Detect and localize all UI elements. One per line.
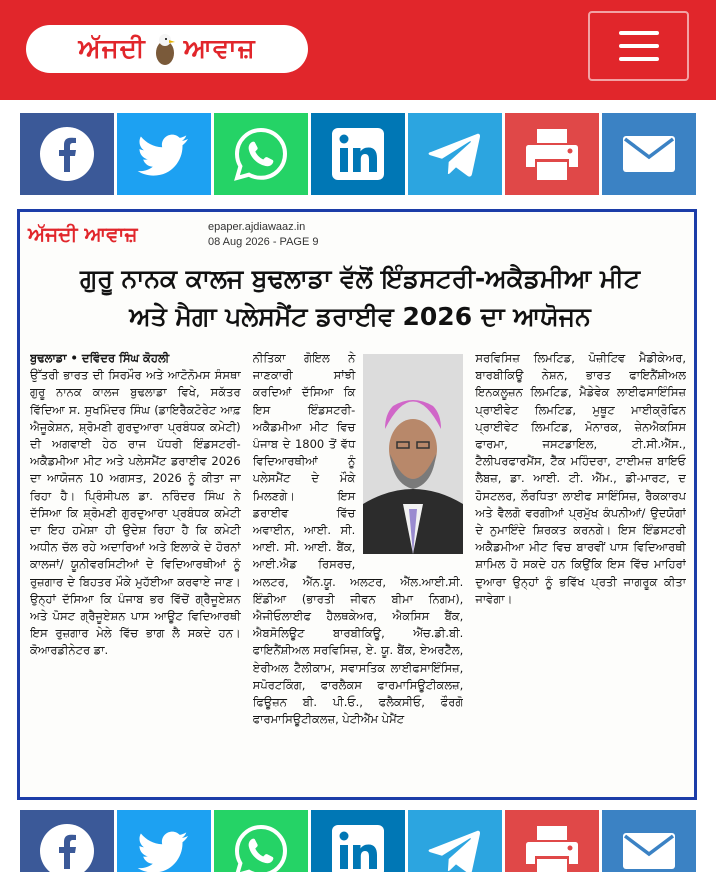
eagle-icon xyxy=(152,31,178,67)
portrait-image xyxy=(363,354,463,554)
menu-line xyxy=(619,31,659,35)
site-header xyxy=(0,0,716,100)
envelope-icon xyxy=(620,822,678,872)
epaper-site: epaper.ajdiawaaz.in xyxy=(208,221,306,233)
telegram-icon xyxy=(426,822,484,872)
share-twitter-button[interactable] xyxy=(117,113,211,195)
epaper-logo: ਅੱਜਦੀ ਆਵਾਜ਼ xyxy=(28,222,138,246)
printer-icon xyxy=(523,125,581,183)
principal-photo xyxy=(363,354,463,554)
article-headline: ਗੁਰੂ ਨਾਨਕ ਕਾਲਜ ਬੁਢਲਾਡਾ ਵੱਲੋਂ ਇੰਡਸਟਰੀ-ਅਕੈਡਮੀਆ ਮੀਟ ਅਤੇ ਮੈਗਾ ਪਲੇਸਮੈਂਟ ਡਰਾਈਵ 2026 ਦਾ ਆਯੋਜਨ xyxy=(80,264,640,331)
column-3-text: ਸਰਵਿਸਿਜ਼ ਲਿਮਟਿਡ, ਪੋਜ਼ੀਟਿਵ ਮੈਡੀਕੇਅਰ, ਬਾਰਬੀਕਿਊ ਨੇਸ਼ਨ, ਭਾਰਤ ਫਾਇਨੈਂਸ਼ੀਅਲ ਇਨਕਲੂਜ਼ਨ ਲਿਮਟਿਡ, ਮੈਡੇਵੇਕ ਲਾਈਫਸਾਇੰਸਿਜ਼ ਪ੍ਰਾਈਵੇਟ ਲਿਮਟਿਡ, ਮੁਥੂਟ ਮਾਈਕ੍ਰੋਫਿਨ ਪ੍ਰਾਈਵੇਟ ਲਿਮਟਿਡ, ਮੋਨਾਰਕ, ਜ਼ੇਨਐਕਸਿਸ ਫਾਰਮਾ, ਜਸਟਡਾਇਲ, ਟੀ.ਸੀ.ਐੱਸ., ਟੈਲੀਪਰਫਾਰਮੈਂਸ, ਟੈੱਕ ਮਹਿੰਦਰਾ, ਟਾਈਮਜ਼ ਬਾਇਓ ਲੈਬਜ਼, ਡਾ. ਆਈ. ਟੀ. ਐੱਮ., ਡੀ-ਮਾਰਟ, ਦ ਹੋਸਟਲਰ, ਲੌਰਧਿਤਾ ਲਾਈਫ ਸਾਇੰਸਿਜ਼, ਰੈਕਕਾਰਪ ਅਤੇ ਵੈਲਗੋ ਵਰਗੀਆਂ ਪ੍ਰਮੁੱਖ ਕੰਪਨੀਆਂ/ ਉਦਯੋਗਾਂ ਦੇ ਨੁਮਾਇੰਦੇ ਸ਼ਿਰਕਤ ਕਰਨਗੇ। ਇਸ ਇੰਡਸਟਰੀ ਅਕੈਡਮੀਆ ਮੀਟ ਵਿਚ ਬਾਰਵੀਂ ਪਾਸ ਵਿਦਿਆਰਥੀ ਸ਼ਾਮਿਲ ਹੋ ਸਕਦੇ ਹਨ ਕਿਉਂਕਿ ਇਸ ਵਿੱਚ ਮਾਹਿਰਾਂ ਦੁਆਰਾ ਉਨ੍ਹਾਂ ਨੂੰ ਭਵਿੱਖ ਪ੍ਰਤੀ ਜਾਗਰੂਕ ਕੀਤਾ ਜਾਵੇਗਾ। xyxy=(475,351,687,606)
logo-text-second: ਆਵਾਜ਼ xyxy=(183,33,256,64)
printer-icon xyxy=(523,822,581,872)
share-email-button[interactable] xyxy=(602,113,696,195)
envelope-icon xyxy=(620,125,678,183)
share-bar-bottom xyxy=(20,810,696,872)
telegram-icon xyxy=(426,125,484,183)
whatsapp-icon xyxy=(232,822,290,872)
share-telegram-button[interactable] xyxy=(408,810,502,872)
share-twitter-button[interactable] xyxy=(117,810,211,872)
share-linkedin-button[interactable] xyxy=(311,113,405,195)
share-facebook-button[interactable] xyxy=(20,113,114,195)
logo-text: ਅੱਜਦੀ xyxy=(78,33,146,64)
column-2-text: ਨੀਤਿਕਾ ਗੋਇਲ ਨੇ ਜਾਣਕਾਰੀ ਸਾਂਝੀ ਕਰਦਿਆਂ ਦੱਸਿਆ ਕਿ ਇਸ ਇੰਡਸਟਰੀ-ਅਕੈਡਮੀਆ ਮੀਟ ਵਿਚ ਪੰਜਾਬ ਦੇ 1800 ਤੋਂ ਵੱਧ ਵਿਦਿਆਰਥੀਆਂ ਨੂੰ ਪਲੇਸਮੈਂਟ ਦੇ ਮੌਕੇ ਮਿਲਣਗੇ। ਇਸ ਡਰਾਈਵ ਵਿੱਚ ਅਵਾਈਨ, ਆਈ. ਸੀ. ਆਈ. ਸੀ. ਆਈ. ਬੈਂਕ, ਆਈ.ਐਡ ਰਿਸਰਚ, ਅਲਟਰ, ਐੱਨ.ਯੂ. ਅਲਟਰ, ਐੱਲ.ਆਈ.ਸੀ. ਇੰਡੀਆ (ਭਾਰਤੀ ਜੀਵਨ ਬੀਮਾ ਨਿਗਮ), ਐਜੀਓਲਾਈਫ ਹੈਲਥਕੇਅਰ, ਐਕਸਿਸ ਬੈਂਕ, ਐਬਸੋਲਿਊਟ ਬਾਰਬੀਕਿਊ, ਐੱਚ.ਡੀ.ਬੀ. ਫਾਇਨੈਂਸ਼ੀਅਲ ਸਰਵਿਸਿਜ਼, ਏ. ਯੂ. ਬੈਂਕ, ਏਅਰਟੈੱਲ, ਏਰੀਅਲ ਟੈਲੀਕਾਮ, ਸਵਾਸਤਿਕ ਲਾਈਫਸਾਇੰਸਿਜ਼, ਸਪੋਰਟਕਿੰਗ, ਫਾਰਲੈਕਸ ਫਾਰਮਾਸਿਊਟੀਕਲਜ਼, ਫਿਊਜ਼ਨ ਬੀ. ਪੀ.ਓ., ਫਲੈਕਸੀਓ, ਫੌਰਗੋ ਫਾਰਮਾਸਿਊਟੀਕਲਜ਼, ਪੇਟੀਐੱਮ ਪੇਮੈਂਟ xyxy=(252,351,464,727)
article-body xyxy=(30,350,686,790)
epaper-date: 08 Aug 2026 - PAGE 9 xyxy=(208,236,319,248)
linkedin-icon xyxy=(329,125,387,183)
twitter-icon xyxy=(135,822,193,872)
share-linkedin-button[interactable] xyxy=(311,810,405,872)
article-column-3 xyxy=(475,350,686,790)
article-byline: ਬੁਢਲਾਡਾ • ਦਵਿੰਦਰ ਸਿੰਘ ਕੋਹਲੀ xyxy=(30,351,170,365)
share-whatsapp-button[interactable] xyxy=(214,810,308,872)
share-email-button[interactable] xyxy=(602,810,696,872)
share-print-button[interactable] xyxy=(505,113,599,195)
epaper-header xyxy=(28,218,358,254)
facebook-icon xyxy=(38,822,96,872)
share-telegram-button[interactable] xyxy=(408,113,502,195)
linkedin-icon xyxy=(329,822,387,872)
hamburger-menu-button[interactable] xyxy=(588,11,689,81)
article-column-2 xyxy=(253,350,464,790)
column-1-text: ਉੱਤਰੀ ਭਾਰਤ ਦੀ ਸਿਰਮੌਰ ਅਤੇ ਆਟੋਨੋਮਸ ਸੰਸਥਾ ਗੁਰੂ ਨਾਨਕ ਕਾਲਜ ਬੁਢਲਾਡਾ ਵਿਖੇ, ਸਕੱਤਰ ਵਿੱਦਿਆ ਸ. ਸੁਖਮਿੰਦਰ ਸਿੰਘ (ਡਾਇਰੈਕਟੋਰੇਟ ਆਫ਼ ਐਜੂਕੇਸ਼ਨ, ਸ਼੍ਰੋਮਣੀ ਗੁਰਦੁਆਰਾ ਪ੍ਰਬੰਧਕ ਕਮੇਟੀ) ਦੀ ਅਗਵਾਈ ਹੇਠ ਰਾਜ ਪੱਧਰੀ ਇੰਡਸਟਰੀ-ਅਕੈਡਮੀਆ ਮੀਟ ਅਤੇ ਪਲੇਸਮੈਂਟ ਡਰਾਈਵ 2026 ਦਾ ਆਯੋਜਨ 10 ਅਗਸਤ, 2026 ਨੂੰ ਕੀਤਾ ਜਾ ਰਿਹਾ ਹੈ। ਪ੍ਰਿੰਸੀਪਲ ਡਾ. ਨਰਿੰਦਰ ਸਿੰਘ ਨੇ ਦੱਸਿਆ ਕਿ ਸ਼੍ਰੋਮਣੀ ਗੁਰਦੁਆਰਾ ਪ੍ਰਬੰਧਕ ਕਮੇਟੀ ਦਾ ਇਹ ਹਮੇਸ਼ਾ ਹੀ ਉਦੇਸ਼ ਰਿਹਾ ਹੈ ਕਿ ਕਮੇਟੀ ਅਧੀਨ ਚੱਲ ਰਹੇ ਅਦਾਰਿਆਂ ਅਤੇ ਇਲਾਕੇ ਦੇ ਹੋਰਨਾਂ ਕਾਲਜਾਂ/ ਯੂਨੀਵਰਸਿਟੀਆਂ ਦੇ ਵਿਦਿਆਰਥੀਆਂ ਨੂੰ ਰੁਜ਼ਗਾਰ ਦੇ ਬਿਹਤਰ ਮੌਕੇ ਮੁਹੱਈਆ ਕਰਵਾਏ ਜਾਣ। ਉਨ੍ਹਾਂ ਦੱਸਿਆ ਕਿ ਪੰਜਾਬ ਭਰ ਵਿੱਚੋਂ ਗ੍ਰੈਜੂਏਸ਼ਨ ਅਤੇ ਪੋਸਟ ਗ੍ਰੈਜੂਏਸ਼ਨ ਪਾਸ ਆਊਟ ਵਿਦਿਆਰਥੀ ਇਸ ਰੁਜ਼ਗਾਰ ਮੇਲੇ ਵਿੱਚ ਭਾਗ ਲੈ ਸਕਦੇ ਹਨ। ਕੋਆਰਡੀਨੇਟਰ ਡਾ. xyxy=(30,368,241,658)
facebook-icon xyxy=(38,125,96,183)
menu-line xyxy=(619,57,659,61)
whatsapp-icon xyxy=(232,125,290,183)
twitter-icon xyxy=(135,125,193,183)
share-facebook-button[interactable] xyxy=(20,810,114,872)
site-logo[interactable] xyxy=(26,25,308,73)
epaper-clipping xyxy=(17,209,697,800)
share-bar-top xyxy=(20,113,696,195)
menu-line xyxy=(619,44,659,48)
share-whatsapp-button[interactable] xyxy=(214,113,308,195)
article-column-1 xyxy=(30,350,241,790)
share-print-button[interactable] xyxy=(505,810,599,872)
